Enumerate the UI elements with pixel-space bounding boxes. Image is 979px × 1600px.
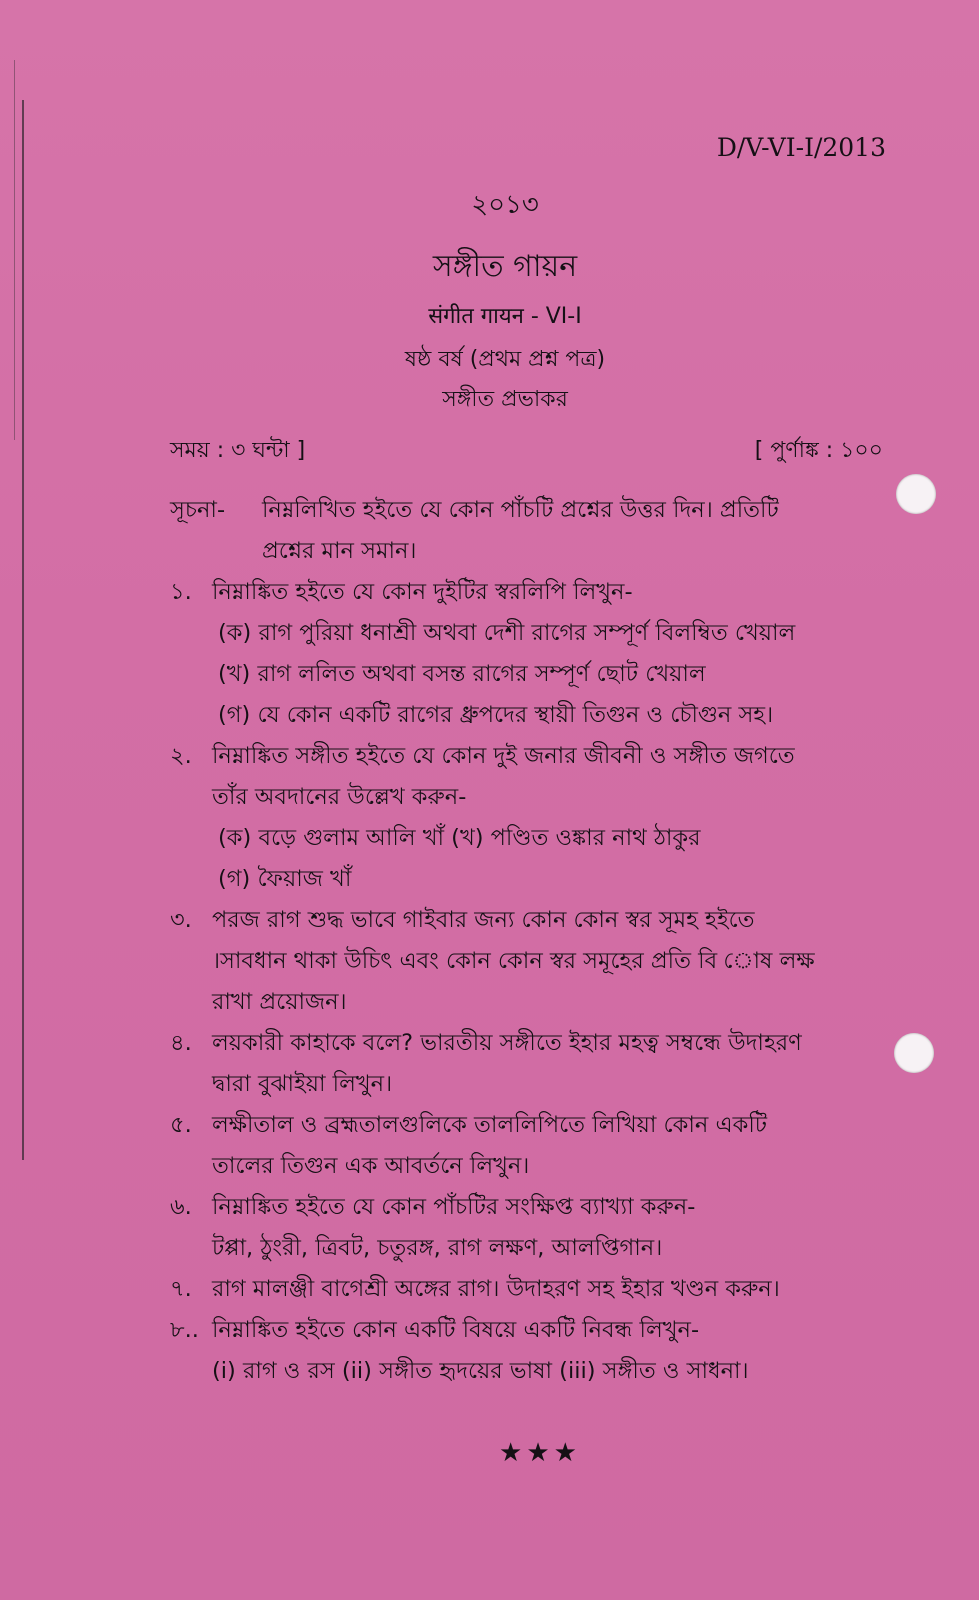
question-number: ৪. bbox=[170, 1030, 192, 1056]
instruction-text: প্রশ্নের মান সমান। bbox=[262, 538, 417, 564]
question-text: রাগ মালঞ্জী বাগেশ্রী অঙ্গের রাগ। উদাহরণ সহ ইহার খণ্ডন করুন। bbox=[212, 1276, 780, 1302]
question-6 bbox=[170, 1187, 905, 1228]
question-7 bbox=[170, 1269, 905, 1310]
paper-code: D/V-VI-I/2013 bbox=[716, 133, 886, 162]
question-5 bbox=[170, 1105, 905, 1146]
question-8 bbox=[170, 1310, 905, 1351]
question-option: (গ) যে কোন একটি রাগের ধ্রুপদের স্থায়ী তিগুন ও চৌগুন সহ। bbox=[218, 702, 774, 728]
question-option: (ক) রাগ পুরিয়া ধনাশ্রী অথবা দেশী রাগের সম্পূর্ণ বিলম্বিত খেয়াল bbox=[218, 620, 796, 646]
question-2 bbox=[170, 736, 905, 777]
question-number: ৫. bbox=[170, 1112, 192, 1138]
question-number: ৩. bbox=[170, 907, 192, 933]
question-text: নিম্নাঙ্কিত হইতে কোন একটি বিষয়ে একটি নিবন্ধ লিখুন- bbox=[212, 1317, 700, 1343]
question-option: (গ) ফৈয়াজ খাঁ bbox=[218, 866, 352, 892]
question-4 bbox=[170, 1023, 905, 1064]
question-text: তাঁর অবদানের উল্লেখ করুন- bbox=[212, 784, 467, 810]
full-marks: [ পুর্ণাঙ্ক : ১০০ bbox=[754, 438, 883, 463]
question-text: রাখা প্রয়োজন। bbox=[212, 989, 347, 1015]
end-stars: ★★★ bbox=[499, 1438, 581, 1468]
question-text: ।সাবধান থাকা উচিৎ এবং কোন কোন স্বর সমূহের প্রতি বি োষ লক্ষ bbox=[212, 948, 815, 974]
course-name: সঙ্গীত প্রভাকর bbox=[442, 387, 568, 412]
question-text: নিম্নাঙ্কিত হইতে যে কোন দুইটির স্বরলিপি লিখুন- bbox=[212, 579, 633, 605]
question-text: নিম্নাঙ্কিত হইতে যে কোন পাঁচটির সংক্ষিপ্ত ব্যাখ্যা করুন- bbox=[212, 1194, 696, 1220]
question-1 bbox=[170, 572, 905, 613]
question-text: পরজ রাগ শুদ্ধ ভাবে গাইবার জন্য কোন কোন স্বর সূমহ হইতে bbox=[212, 907, 755, 933]
question-option: (ক) বড়ে গুলাম আলি খাঁ (খ) পণ্ডিত ওঙ্কার নাথ ঠাকুর bbox=[218, 825, 701, 851]
subject-title: সঙ্গীত গায়ন bbox=[432, 249, 578, 284]
paper-name: ষষ্ঠ বর্ষ (প্রথম প্রশ্ন পত্র) bbox=[404, 347, 606, 372]
instruction-text: নিম্নলিখিত হইতে যে কোন পাঁচটি প্রশ্নের উত্তর দিন। প্রতিটি bbox=[262, 497, 779, 523]
time-allowed: সময় : ৩ ঘন্টা ] bbox=[170, 438, 306, 463]
question-text: লক্ষীতাল ও ব্রহ্মতালগুলিকে তাললিপিতে লিখিয়া কোন একটি bbox=[212, 1112, 768, 1138]
instruction-label: সূচনা- bbox=[170, 497, 226, 523]
question-number: ১. bbox=[170, 579, 192, 605]
question-number: ৭. bbox=[170, 1276, 192, 1302]
question-3 bbox=[170, 900, 905, 941]
question-text: নিম্নাঙ্কিত সঙ্গীত হইতে যে কোন দুই জনার জীবনী ও সঙ্গীত জগতে bbox=[212, 743, 795, 769]
instruction bbox=[170, 490, 905, 531]
question-text: (i) রাগ ও রস (ii) সঙ্গীত হৃদয়ের ভাষা (iii) সঙ্গীত ও সাধনা। bbox=[212, 1358, 749, 1384]
question-text: টপ্পা, ঠুংরী, ত্রিবট, চতুরঙ্গ, রাগ লক্ষণ, আলপ্তিগান। bbox=[212, 1235, 663, 1261]
subject-title-hindi: संगीत गायन - VI-I bbox=[428, 304, 582, 329]
question-list bbox=[170, 490, 905, 1392]
exam-year: ২০১৩ bbox=[471, 190, 539, 220]
question-number: ৮.. bbox=[170, 1317, 199, 1343]
question-text: দ্বারা বুঝাইয়া লিখুন। bbox=[212, 1071, 393, 1097]
question-text: তালের তিগুন এক আবর্তনে লিখুন। bbox=[212, 1153, 530, 1179]
question-option: (খ) রাগ ললিত অথবা বসন্ত রাগের সম্পূর্ণ ছোট খেয়াল bbox=[218, 661, 706, 687]
question-number: ৬. bbox=[170, 1194, 192, 1220]
question-number: ২. bbox=[170, 743, 192, 769]
question-text: লয়কারী কাহাকে বলে? ভারতীয় সঙ্গীতে ইহার মহত্ব সম্বন্ধে উদাহরণ bbox=[212, 1030, 802, 1056]
